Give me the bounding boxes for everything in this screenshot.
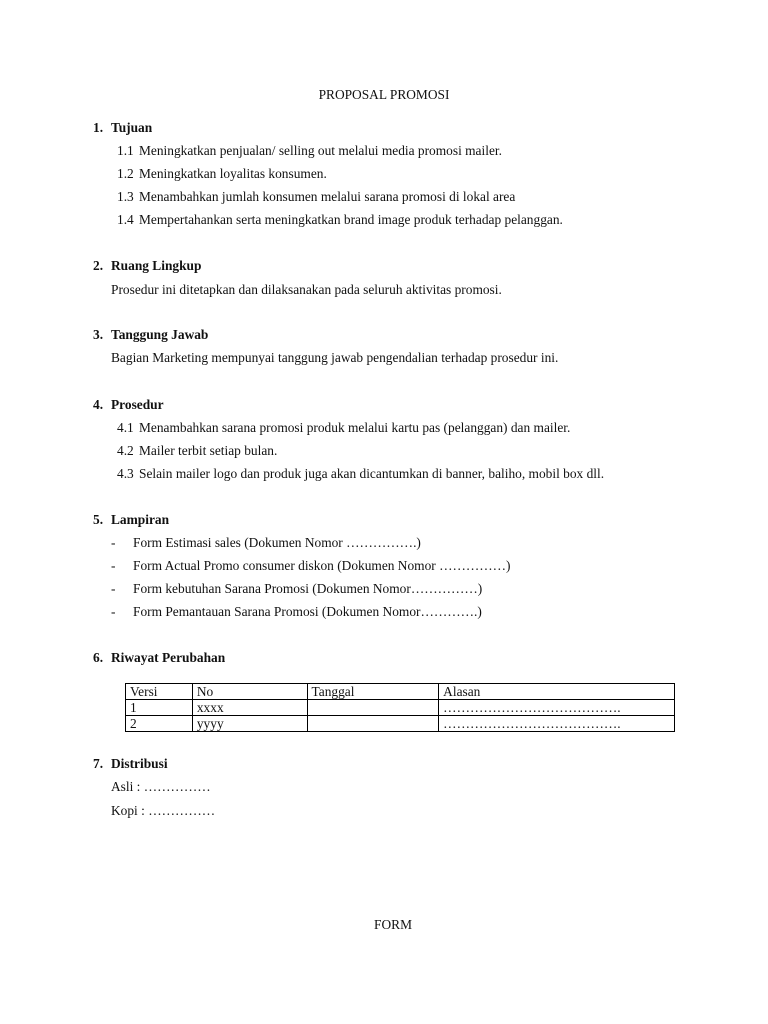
table-header-row <box>126 684 675 700</box>
item-number: 4.2 <box>117 443 134 458</box>
table-cell: …………………………………. <box>439 700 675 716</box>
column-header: Alasan <box>439 684 675 700</box>
revision-history-table <box>125 683 675 732</box>
section-title: Tanggung Jawab <box>111 327 209 342</box>
section-number: 2. <box>93 258 104 273</box>
item-text: Meningkatkan loyalitas konsumen. <box>139 166 327 181</box>
section-heading-lampiran <box>93 512 169 528</box>
section-text: Bagian Marketing mempunyai tanggung jawab pengendalian terhadap prosedur ini. <box>111 350 559 365</box>
section-heading-distribusi <box>93 756 168 772</box>
section-title: Tujuan <box>111 120 153 135</box>
item-number: 1.4 <box>117 212 134 227</box>
list-item <box>117 143 502 159</box>
table-cell: 1 <box>126 700 193 716</box>
distribution-original: Asli : …………… <box>111 779 211 794</box>
item-text: Form Pemantauan Sarana Promosi (Dokumen Nomor………….) <box>133 604 482 619</box>
section-heading-ruang-lingkup <box>93 258 201 274</box>
column-header: Tanggal <box>307 684 439 700</box>
document-title: PROPOSAL PROMOSI <box>318 87 450 102</box>
list-item <box>111 558 511 574</box>
list-item <box>117 189 515 205</box>
section-heading-tujuan <box>93 120 152 136</box>
list-item <box>117 443 277 459</box>
list-item <box>111 535 421 551</box>
table-cell <box>307 700 439 716</box>
item-number: 4.1 <box>117 420 134 435</box>
bullet-dash: - <box>111 558 116 573</box>
bullet-dash: - <box>111 581 116 596</box>
section-heading-prosedur <box>93 397 164 413</box>
section-title: Ruang Lingkup <box>111 258 202 273</box>
column-header: No <box>192 684 307 700</box>
section-text: Prosedur ini ditetapkan dan dilaksanakan pada seluruh aktivitas promosi. <box>111 282 502 297</box>
item-text: Selain mailer logo dan produk juga akan dicantumkan di banner, baliho, mobil box dll. <box>139 466 605 481</box>
item-text: Mempertahankan serta meningkatkan brand image produk terhadap pelanggan. <box>139 212 563 227</box>
list-item <box>117 466 604 482</box>
table-cell: …………………………………. <box>439 716 675 732</box>
item-text: Form Actual Promo consumer diskon (Dokumen Nomor ……………) <box>133 558 511 573</box>
list-item <box>117 166 327 182</box>
item-text: Meningkatkan penjualan/ selling out melalui media promosi mailer. <box>139 143 502 158</box>
section-number: 1. <box>93 120 104 135</box>
table-cell <box>307 716 439 732</box>
item-text: Form Estimasi sales (Dokumen Nomor …………….) <box>133 535 421 550</box>
list-item <box>111 604 482 620</box>
item-number: 4.3 <box>117 466 134 481</box>
table-cell: yyyy <box>192 716 307 732</box>
list-item <box>117 212 563 228</box>
section-heading-tanggung-jawab <box>93 327 208 343</box>
page-footer-label: FORM <box>374 917 412 932</box>
list-item <box>111 581 482 597</box>
item-text: Menambahkan sarana promosi produk melalui kartu pas (pelanggan) dan mailer. <box>139 420 571 435</box>
distribution-copy: Kopi : …………… <box>111 803 216 818</box>
list-item <box>117 420 570 436</box>
item-text: Form kebutuhan Sarana Promosi (Dokumen Nomor……………) <box>133 581 483 596</box>
section-number: 3. <box>93 327 104 342</box>
table-cell: 2 <box>126 716 193 732</box>
bullet-dash: - <box>111 535 116 550</box>
section-number: 5. <box>93 512 104 527</box>
table-cell: xxxx <box>192 700 307 716</box>
item-number: 1.1 <box>117 143 134 158</box>
section-number: 6. <box>93 650 104 665</box>
section-title: Distribusi <box>111 756 168 771</box>
bullet-dash: - <box>111 604 116 619</box>
section-title: Prosedur <box>111 397 164 412</box>
item-text: Menambahkan jumlah konsumen melalui sarana promosi di lokal area <box>139 189 516 204</box>
section-title: Riwayat Perubahan <box>111 650 226 665</box>
table-row <box>126 716 675 732</box>
item-text: Mailer terbit setiap bulan. <box>139 443 278 458</box>
table-row <box>126 700 675 716</box>
item-number: 1.2 <box>117 166 134 181</box>
section-number: 4. <box>93 397 104 412</box>
section-title: Lampiran <box>111 512 170 527</box>
column-header: Versi <box>126 684 193 700</box>
section-number: 7. <box>93 756 104 771</box>
section-heading-riwayat-perubahan <box>93 650 225 666</box>
item-number: 1.3 <box>117 189 134 204</box>
